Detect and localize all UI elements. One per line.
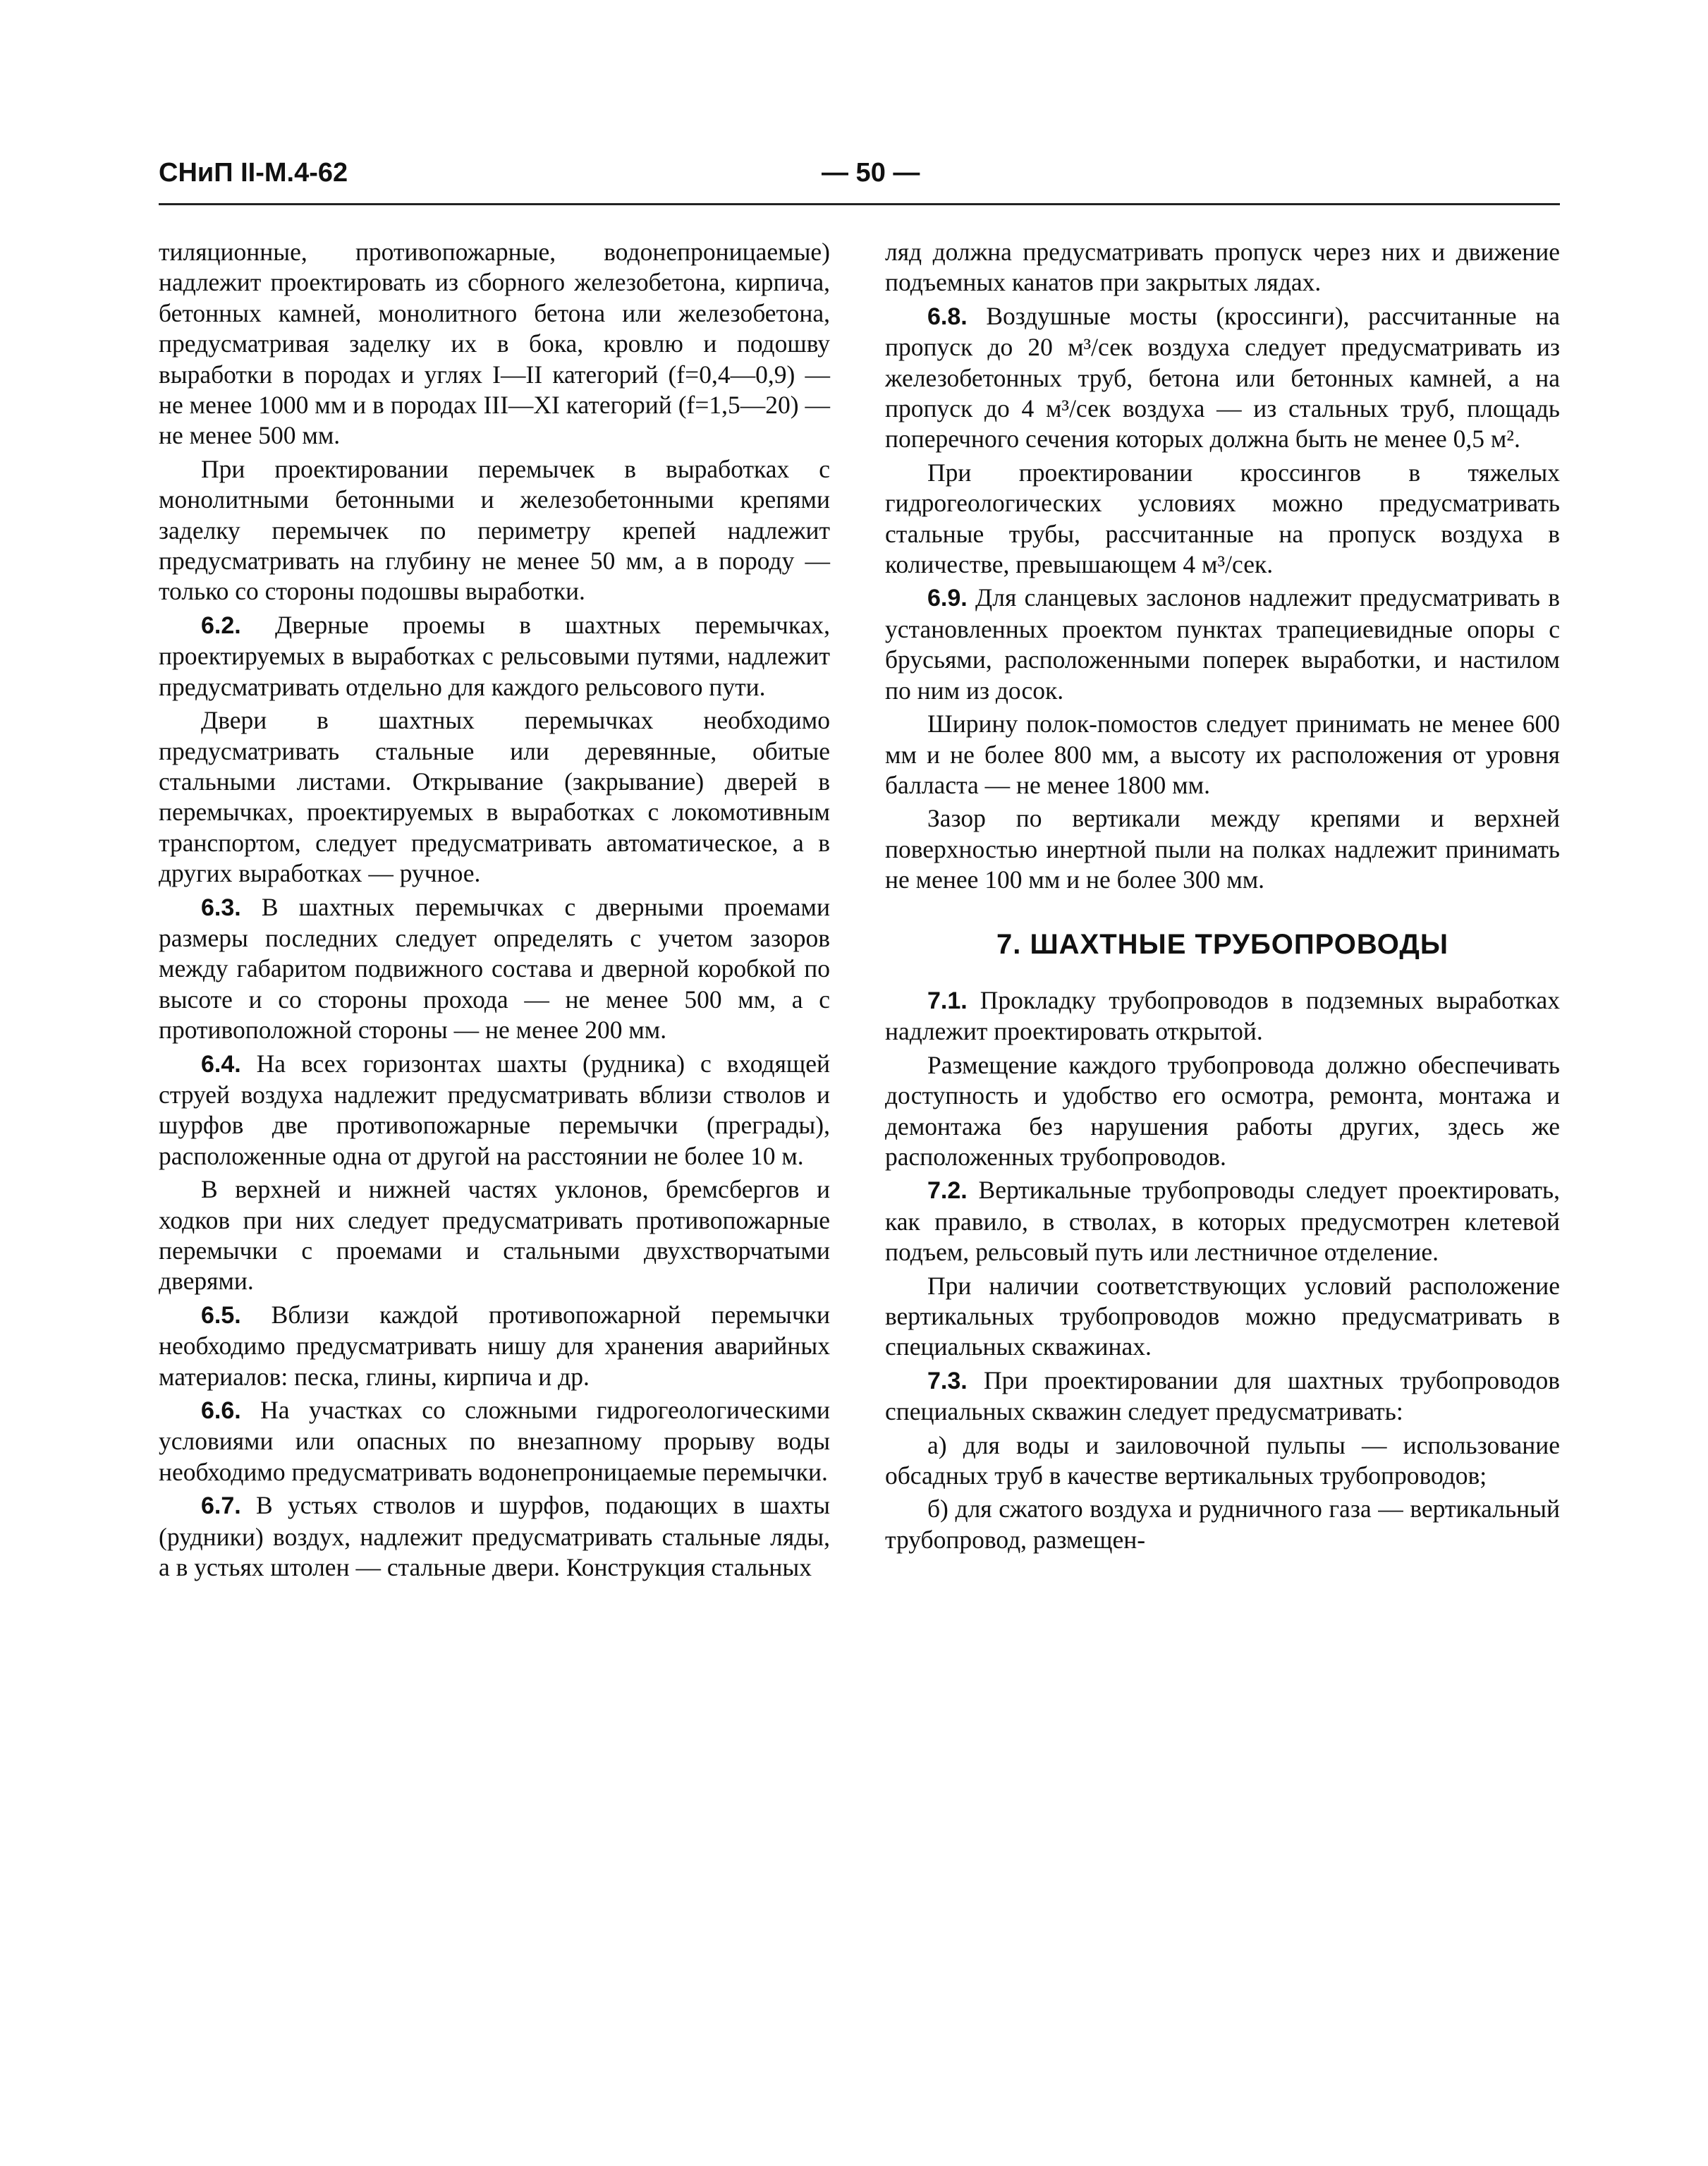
clause-number: 6.2.: [201, 612, 241, 639]
clause-number: 6.5.: [201, 1301, 241, 1329]
paragraph-text: Двери в шахтных перемычках необходимо предусматривать стальные или деревянные, обитые стальными листами. Открывание (закрывание) дверей в перемычках, проектируемых в выработках с локомотивным транспортом, следует предусматривать автоматическое, а в других выработках — ручное.: [159, 706, 830, 888]
paragraph: [885, 458, 1560, 580]
paragraph-text: В устьях стволов и шурфов, подающих в шахты (рудники) воздух, надлежит предусматривать стальные ляды, а в устьях штолен — стальные двери. Конструкция стальных: [159, 1491, 830, 1582]
paragraph-text: а) для воды и заиловочной пульпы — использование обсадных труб в качестве вертикальных трубопроводов;: [885, 1430, 1560, 1490]
page-number: — 50 —: [822, 158, 920, 188]
paragraph-text: Вблизи каждой противопожарной перемычки необходимо предусматривать нишу для хранения аварийных материалов: песка, глины, кирпича и др.: [159, 1300, 830, 1391]
paragraph-text: При проектировании перемычек в выработках с монолитными бетонными и железобетонными крепями заделку перемычек по периметру крепей надлежит предусматривать на глубину не менее 50 мм, а в породу — только со стороны подошвы выработки.: [159, 454, 830, 606]
paragraph-text: При наличии соответствующих условий расположение вертикальных трубопроводов можно предусматривать в специальных скважинах.: [885, 1271, 1560, 1361]
paragraph-text: Дверные проемы в шахтных перемычках, проектируемых в выработках с рельсовыми путями, надлежит предусматривать отдельно для каждого рельсового пути.: [159, 610, 831, 701]
paragraph: [885, 301, 1560, 455]
right-column: [885, 237, 1560, 1558]
clause-number: 7.2.: [927, 1177, 968, 1205]
paragraph: [159, 1490, 830, 1583]
paragraph-text: При проектировании кроссингов в тяжелых гидрогеологических условиях можно предусматривать стальные трубы, рассчитанные на пропуск воздуха в количестве, превышающем 4 м³/сек.: [885, 458, 1560, 579]
clause-number: 6.7.: [201, 1492, 241, 1520]
paragraph: [885, 583, 1560, 706]
page-header: [159, 158, 1569, 200]
paragraph-text: Для сланцевых заслонов надлежит предусматривать в установленных проектом пунктах трапециевидные опоры с брусьями, расположенными поперек выработки, и настилом по ним из досок.: [885, 583, 1560, 705]
clause-number: 6.8.: [927, 303, 968, 330]
paragraph-text: ляд должна предусматривать пропуск через них и движение подъемных канатов при закрытых лядах.: [885, 238, 1560, 297]
paragraph-text: Прокладку трубопроводов в подземных выработках надлежит проектировать открытой.: [885, 985, 1561, 1046]
paragraph-text: На участках со сложными гидрогеологическими условиями или опасных по внезапному прорыву воды необходимо предусматривать водонепроницаемые перемычки.: [159, 1396, 830, 1486]
paragraph: [159, 1395, 830, 1487]
paragraph: [159, 705, 830, 889]
clause-number: 7.1.: [927, 987, 968, 1014]
paragraph: [885, 1271, 1560, 1363]
clause-number: 6.3.: [201, 894, 241, 921]
paragraph-text: Зазор по вертикали между крепями и верхней поверхностью инертной пыли на полках надлежит принимать не менее 100 мм и не более 300 мм.: [885, 804, 1560, 894]
paragraph: [159, 237, 830, 451]
paragraph: [885, 237, 1560, 298]
paragraph-text: Воздушные мосты (кроссинги), рассчитанные на пропуск до 20 м³/сек воздуха следует предусматривать из железобетонных труб, бетона или бетонных камней, а на пропуск до 4 м³/сек воздуха — из стальных труб, площадь поперечного сечения которых должна быть не менее 0,5 м².: [885, 301, 1560, 454]
paragraph: [885, 1175, 1560, 1267]
paragraph-text: Размещение каждого трубопровода должно обеспечивать доступность и удобство его осмотра, ремонта, монтажа и демонтажа без нарушения работы других, здесь же расположенных трубопроводов.: [885, 1050, 1560, 1171]
clause-number: 7.3.: [927, 1367, 968, 1394]
header-rule: [159, 203, 1560, 205]
paragraph: [159, 1049, 830, 1172]
clause-number: 6.9.: [927, 585, 968, 612]
paragraph: [885, 709, 1560, 801]
paragraph: [159, 892, 830, 1046]
clause-number: 6.6.: [201, 1397, 241, 1425]
paragraph: [885, 1494, 1560, 1555]
paragraph: [885, 1050, 1560, 1173]
paragraph-text: б) для сжатого воздуха и рудничного газа — вертикальный трубопровод, размещен-: [885, 1495, 1560, 1554]
document-code: СНиП II-М.4-62: [159, 158, 348, 188]
paragraph-text: При проектировании для шахтных трубопроводов специальных скважин следует предусматривать:: [885, 1365, 1560, 1426]
paragraph-text: Ширину полок-помостов следует принимать не менее 600 мм и не более 800 мм, а высоту их расположения от уровня балласта — не менее 1800 мм.: [885, 710, 1560, 799]
paragraph: [159, 1300, 830, 1392]
paragraph: [885, 1365, 1560, 1428]
clause-number: 6.4.: [201, 1050, 241, 1078]
paragraph-text: В шахтных перемычках с дверными проемами размеры последних следует определять с учетом зазоров между габаритом подвижного состава и дверной коробкой по высоте и со стороны прохода — не менее 500 мм, а с противоположной стороны — не менее 200 мм.: [159, 892, 830, 1045]
paragraph: [159, 454, 830, 607]
paragraph: [885, 803, 1560, 895]
paragraph: [159, 1174, 830, 1297]
paragraph-text: Вертикальные трубопроводы следует проектировать, как правило, в стволах, в которых предусмотрен клетевой подъем, рельсовый путь или лестничное отделение.: [885, 1176, 1560, 1267]
paragraph: [159, 610, 830, 702]
paragraph-text: В верхней и нижней частях уклонов, бремсбергов и ходков при них следует предусматривать противопожарные перемычки с проемами и стальными двухстворчатыми дверями.: [159, 1175, 830, 1296]
paragraph: [885, 1430, 1560, 1492]
paragraph: [885, 985, 1560, 1047]
right-column-after-section: [885, 985, 1560, 1555]
paragraph-text: тиляционные, противопожарные, водонепроницаемые) надлежит проектировать из сборного железобетона, кирпича, бетонных камней, монолитного бетона или железобетона, предусматривая заделку их в бока, кровлю и подошву выработки в породах и углях I—II категорий (f=0,4—0,9) — не менее 1000 мм и в породах III—XI категорий (f=1,5—20) — не менее 500 мм.: [159, 238, 830, 450]
left-column: [159, 237, 830, 1586]
paragraph-text: На всех горизонтах шахты (рудника) с входящей струей воздуха надлежит предусматривать вблизи стволов и шурфов две противопожарные перемычки (преграды), расположенные одна от другой на расстоянии не более 10 м.: [159, 1049, 831, 1170]
right-column-before-section: [885, 237, 1560, 896]
section-title: 7. ШАХТНЫЕ ТРУБОПРОВОДЫ: [996, 928, 1448, 960]
